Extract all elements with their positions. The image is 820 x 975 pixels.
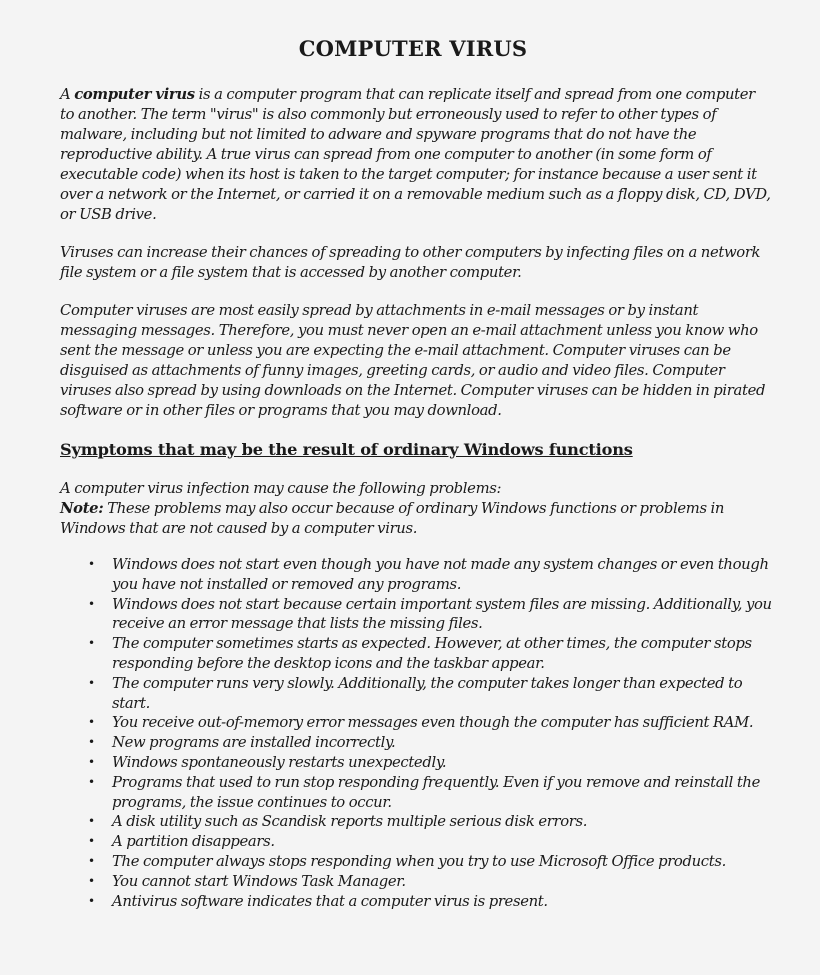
- intro-paragraph: [60, 85, 772, 225]
- list-item: [88, 733, 772, 753]
- symptoms-note: [60, 499, 772, 539]
- list-item-text: Windows spontaneously restarts unexpectedly.: [112, 753, 447, 771]
- bullet-icon: •: [88, 853, 95, 868]
- intro-lead: A: [60, 86, 75, 103]
- list-item: [88, 872, 772, 892]
- list-item: [88, 812, 772, 832]
- note-text: These problems may also occur because of ordinary Windows functions or problems in Windows that are not caused by a computer virus.: [60, 500, 725, 537]
- list-item-text: Windows does not start because certain important system files are missing. Additionally, you receive an error message that lists the missing files.: [112, 595, 772, 633]
- bullet-icon: •: [88, 893, 95, 908]
- section-heading: Symptoms that may be the result of ordinary Windows functions: [60, 440, 633, 459]
- list-item: [88, 674, 772, 714]
- page-title: COMPUTER VIRUS: [298, 36, 528, 61]
- bullet-icon: •: [88, 873, 95, 888]
- list-item: [88, 753, 772, 773]
- list-item-text: The computer runs very slowly. Additionally, the computer takes longer than expected to start.: [112, 674, 743, 712]
- bullet-icon: •: [88, 557, 95, 571]
- bullet-icon: •: [88, 834, 95, 849]
- list-item-text: Antivirus software indicates that a computer virus is present.: [112, 892, 548, 910]
- attachments-paragraph: Computer viruses are most easily spread by attachments in e-mail messages or by instant messaging messages. Therefore, you must never open an e-mail attachment unless you know who sent the message or unless you are expecting the e-mail attachment. Computer viruses can be disguised as attachments of funny images, greeting cards, or audio and video files. Computer viruses also spread by using downloads on the Internet. Computer viruses can be hidden in pirated software or in other files or programs that you may download.: [60, 302, 766, 419]
- list-item-text: Programs that used to run stop responding frequently. Even if you remove and reinstall the programs, the issue continues to occur.: [112, 773, 761, 811]
- bullet-icon: •: [88, 774, 95, 789]
- bullet-icon: •: [88, 596, 95, 611]
- list-item-text: You receive out-of-memory error messages even though the computer has sufficient RAM.: [112, 714, 754, 732]
- intro-rest: is a computer program that can replicate itself and spread from one computer to another. The term "virus" is also commonly but erroneously used to refer to other types of malware, including but not limited to adware and spyware programs that do not have the reproductive ability. A true virus can spread from one computer to another (in some form of executable code) when its host is taken to the target computer; for instance because a user sent it over a network or the Internet, or carried it on a removable medium such as a floppy disk, CD, DVD, or USB drive.: [60, 86, 771, 223]
- list-item-text: You cannot start Windows Task Manager.: [112, 872, 406, 890]
- list-item-text: A partition disappears.: [112, 833, 275, 851]
- list-item: [88, 773, 772, 813]
- bullet-icon: •: [88, 754, 95, 769]
- spreading-paragraph: Viruses can increase their chances of spreading to other computers by infecting files on a network file system or a file system that is accessed by another computer.: [60, 244, 761, 281]
- list-item-text: New programs are installed incorrectly.: [112, 734, 396, 752]
- list-item: [88, 832, 772, 852]
- list-item: [88, 852, 772, 872]
- list-item: [88, 555, 772, 595]
- bullet-icon: •: [88, 675, 95, 690]
- note-label: Note:: [60, 500, 104, 517]
- symptoms-intro-line: A computer virus infection may cause the following problems:: [60, 480, 502, 497]
- list-item: [88, 713, 772, 733]
- document-body: [60, 85, 772, 911]
- bullet-icon: •: [88, 715, 95, 730]
- list-item-text: The computer sometimes starts as expected. However, at other times, the computer stops responding before the desktop icons and the taskbar appear.: [112, 635, 752, 672]
- list-item: [88, 634, 772, 674]
- list-item: [88, 595, 772, 635]
- bullet-icon: •: [88, 735, 95, 750]
- list-item-text: A disk utility such as Scandisk reports multiple serious disk errors.: [112, 813, 588, 831]
- list-item: [88, 892, 772, 912]
- symptom-list: [60, 555, 772, 911]
- intro-term: computer virus: [74, 86, 195, 103]
- list-item-text: The computer always stops responding when you try to use Microsoft Office products.: [112, 852, 726, 870]
- list-item-text: Windows does not start even though you have not made any system changes or even though you have not installed or removed any programs.: [112, 556, 769, 593]
- symptoms-intro: [60, 479, 772, 539]
- bullet-icon: •: [88, 636, 95, 651]
- bullet-icon: •: [88, 814, 95, 829]
